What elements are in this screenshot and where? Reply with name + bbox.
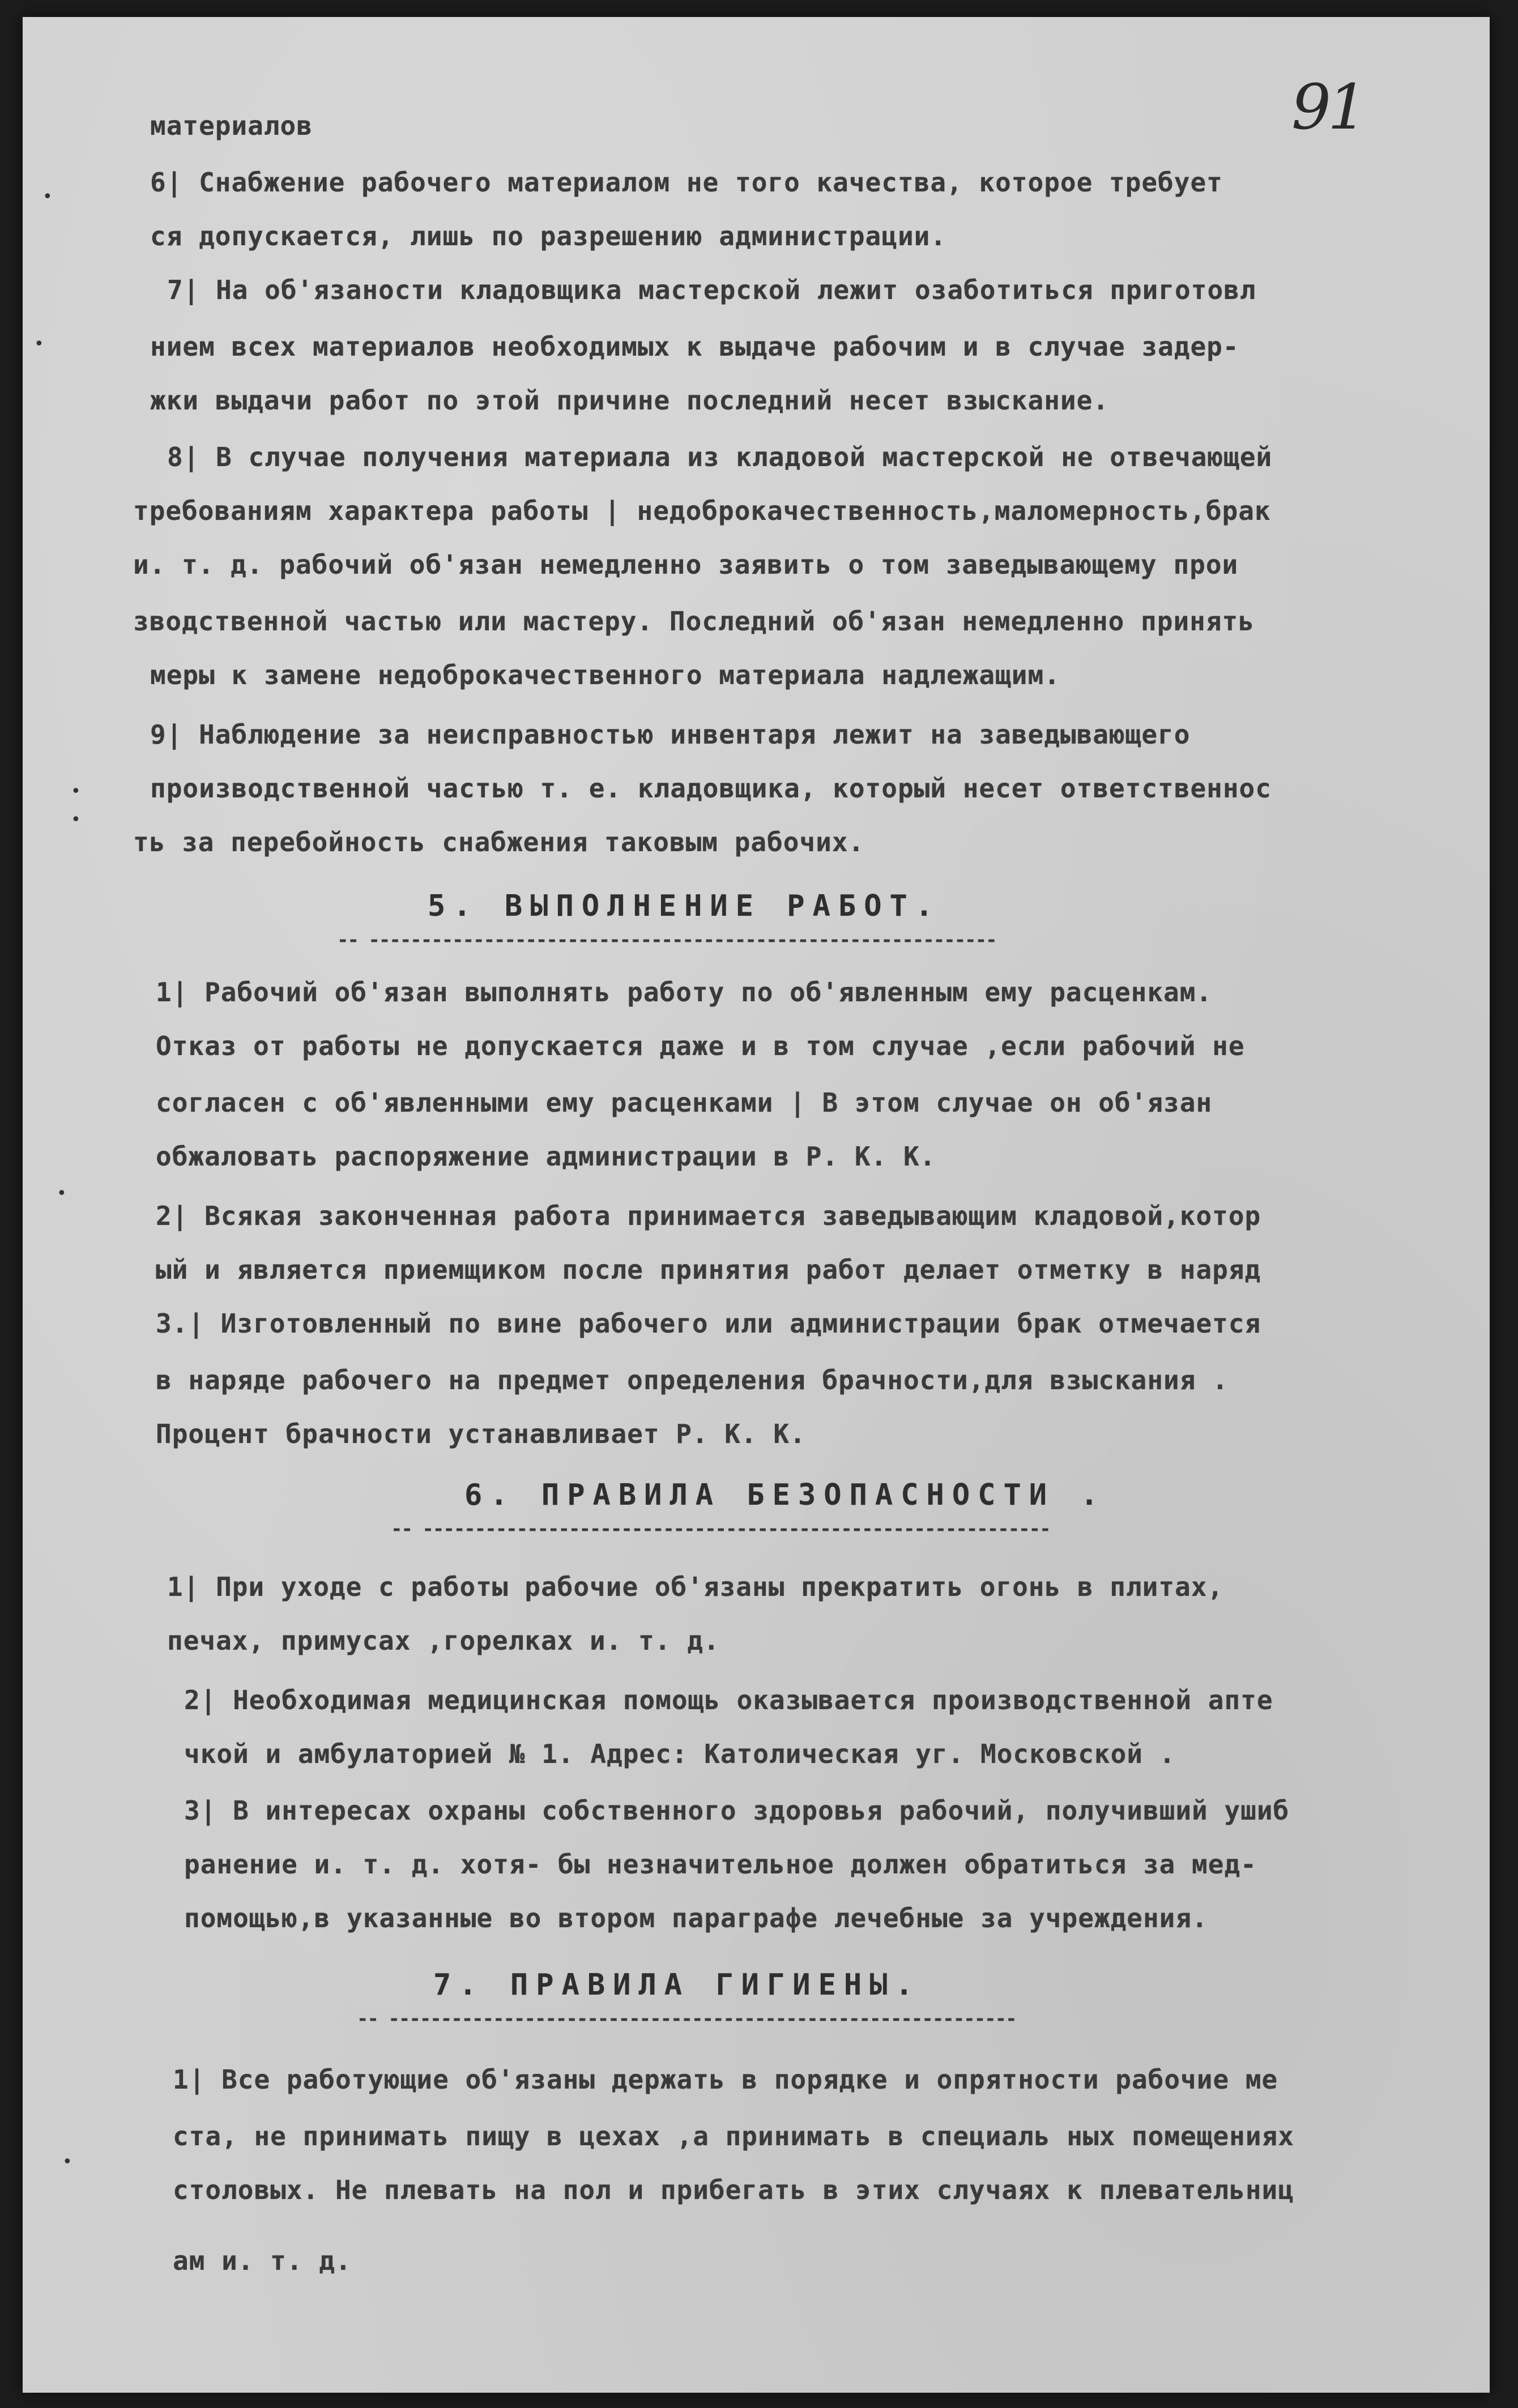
text-line: согласен с об'явленными ему расценками | В этом случае он об'язан bbox=[156, 1087, 1213, 1118]
heading-underline: -- ------------------------------------------------------------ bbox=[391, 1518, 1050, 1540]
section-heading-6: 6. ПРАВИЛА БЕЗОПАСНОСТИ . bbox=[464, 1478, 1106, 1512]
text-line: и. т. д. рабочий об'язан немедленно заявить о том заведывающему прои bbox=[133, 549, 1239, 580]
text-line: Отказ от работы не допускается даже и в том случае ,если рабочий не bbox=[156, 1031, 1245, 1061]
binding-mark: • bbox=[62, 2152, 73, 2172]
text-line: печах, примусах ,горелках и. т. д. bbox=[167, 1625, 720, 1656]
binding-mark: • bbox=[71, 782, 81, 801]
text-line: зводственной частью или мастеру. Последний об'язан немедленно принять bbox=[133, 606, 1255, 637]
text-line: столовых. Не плевать на пол и прибегать в этих случаях к плевательниц bbox=[173, 2175, 1294, 2205]
text-line: требованиям характера работы | недоброкачественность,маломерность,брак bbox=[133, 496, 1271, 526]
page-number: 91 bbox=[1291, 71, 1364, 143]
text-line: меры к замене недоброкачественного материала надлежащим. bbox=[150, 660, 1060, 690]
text-line: 1| При уходе с работы рабочие об'язаны прекратить огонь в плитах, bbox=[167, 1572, 1224, 1602]
heading-underline: -- ------------------------------------------------------------ bbox=[337, 929, 996, 951]
text-line: 3.| Изготовленный по вине рабочего или администрации брак отмечается bbox=[156, 1308, 1261, 1339]
text-line: ый и является приемщиком после принятия работ делает отметку в наряд bbox=[156, 1254, 1261, 1285]
binding-mark: • bbox=[42, 187, 53, 207]
text-line: 6| Снабжение рабочего материалом не того качества, которое требует bbox=[150, 167, 1223, 198]
text-line: обжаловать распоряжение администрации в Р. К. К. bbox=[156, 1141, 936, 1172]
document-page bbox=[23, 17, 1490, 2393]
binding-mark: • bbox=[57, 1184, 67, 1203]
text-line: 9| Наблюдение за неисправностью инвентаря лежит на заведывающего bbox=[150, 719, 1191, 750]
text-line: 1| Все работующие об'язаны держать в порядке и опрятности рабочие ме bbox=[173, 2064, 1278, 2095]
document-body bbox=[23, 17, 1490, 2393]
text-line: ранение и. т. д. хотя- бы незначительное должен обратиться за мед- bbox=[184, 1849, 1257, 1880]
binding-mark: • bbox=[34, 334, 44, 354]
text-line: в наряде рабочего на предмет определения брачности,для взыскания . bbox=[156, 1365, 1229, 1395]
text-line: ся допускается, лишь по разрешению администрации. bbox=[150, 221, 947, 251]
text-line: 2| Всякая законченная работа принимается заведывающим кладовой,котор bbox=[156, 1201, 1261, 1231]
text-line: 8| В случае получения материала из кладовой мастерской не отвечающей bbox=[167, 442, 1273, 472]
text-line: 7| На об'язаности кладовщика мастерской лежит озаботиться приготовл bbox=[167, 275, 1256, 305]
heading-underline: -- ------------------------------------------------------------ bbox=[357, 2008, 1016, 2030]
text-line: ть за перебойность снабжения таковым рабочих. bbox=[133, 827, 865, 857]
text-line: помощью,в указанные во втором параграфе лечебные за учреждения. bbox=[184, 1903, 1208, 1933]
text-line: 2| Необходимая медицинская помощь оказывается производственной апте bbox=[184, 1685, 1273, 1715]
text-line: ста, не принимать пищу в цехах ,а принимать в специаль ных помещениях bbox=[173, 2121, 1294, 2151]
text-line: производственной частью т. е. кладовщика, который несет ответственнос bbox=[150, 773, 1272, 804]
binding-mark: • bbox=[71, 810, 81, 830]
text-line: Процент брачности устанавливает Р. К. К. bbox=[156, 1419, 806, 1449]
text-line: чкой и амбулаторией № 1. Адрес: Католическая уг. Московской . bbox=[184, 1739, 1176, 1769]
text-line: ам и. т. д. bbox=[173, 2245, 352, 2276]
text-line: 1| Рабочий об'язан выполнять работу по об'явленным ему расценкам. bbox=[156, 977, 1213, 1007]
text-line: 3| В интересах охраны собственного здоровья рабочий, получивший ушиб bbox=[184, 1795, 1290, 1826]
text-line: жки выдачи работ по этой причине последний несет взыскание. bbox=[150, 385, 1109, 416]
section-heading-5: 5. ВЫПОЛНЕНИЕ РАБОТ. bbox=[428, 889, 941, 923]
text-line: материалов bbox=[150, 110, 313, 141]
text-line: нием всех материалов необходимых к выдаче рабочим и в случае задер- bbox=[150, 331, 1239, 362]
section-heading-7: 7. ПРАВИЛА ГИГИЕНЫ. bbox=[433, 1968, 921, 2002]
